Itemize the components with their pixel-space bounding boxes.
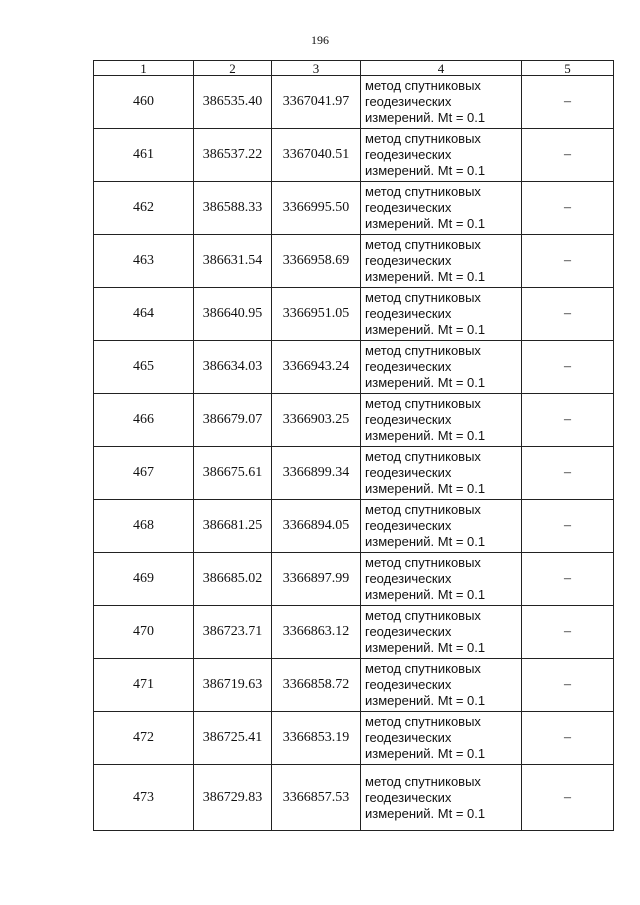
column-5-value: – [522,235,614,288]
header-col-2: 2 [194,61,272,76]
method-line-1: метод спутниковых [365,184,481,199]
method-line-2: геодезических [365,412,452,427]
coord-x: 386681.25 [194,500,272,553]
method-line-2: геодезических [365,253,452,268]
method-line-3: измерений. Mt = 0.1 [365,163,486,178]
method-line-1: метод спутниковых [365,131,481,146]
method-line-2: геодезических [365,359,452,374]
method-line-2: геодезических [365,306,452,321]
header-row [94,61,614,76]
method-cell [361,553,522,606]
coord-y: 3366858.72 [272,659,361,712]
column-5-value: – [522,341,614,394]
coord-y: 3367040.51 [272,129,361,182]
column-5-value: – [522,129,614,182]
method-cell [361,394,522,447]
point-number: 471 [94,659,194,712]
method-cell [361,659,522,712]
point-number: 473 [94,765,194,831]
method-cell [361,182,522,235]
page-number: 196 [311,33,329,47]
method-cell [361,606,522,659]
point-number: 460 [94,76,194,129]
coord-y: 3366863.12 [272,606,361,659]
method-line-1: метод спутниковых [365,714,481,729]
table-row [94,129,614,182]
coord-y: 3366995.50 [272,182,361,235]
method-cell [361,447,522,500]
method-line-3: измерений. Mt = 0.1 [365,746,486,761]
method-line-1: метод спутниковых [365,773,481,789]
coord-y: 3366899.34 [272,447,361,500]
column-5-value: – [522,553,614,606]
coord-y: 3367041.97 [272,76,361,129]
column-5-value: – [522,182,614,235]
coord-x: 386537.22 [194,129,272,182]
table-row [94,659,614,712]
column-5-value: – [522,500,614,553]
point-number: 468 [94,500,194,553]
coord-y: 3366857.53 [272,765,361,831]
method-cell [361,129,522,182]
coord-x: 386640.95 [194,288,272,341]
coord-y: 3366894.05 [272,500,361,553]
method-line-1: метод спутниковых [365,78,481,93]
method-cell [361,235,522,288]
table-body [94,76,614,831]
coord-x: 386725.41 [194,712,272,765]
method-line-3: измерений. Mt = 0.1 [365,534,486,549]
table-row [94,553,614,606]
point-number: 470 [94,606,194,659]
table-row [94,341,614,394]
column-5-value: – [522,606,614,659]
coord-x: 386685.02 [194,553,272,606]
coord-x: 386631.54 [194,235,272,288]
table-row [94,447,614,500]
method-line-3: измерений. Mt = 0.1 [365,269,486,284]
method-line-3: измерений. Mt = 0.1 [365,481,486,496]
header-col-1: 1 [94,61,194,76]
method-line-1: метод спутниковых [365,608,481,623]
coord-y: 3366958.69 [272,235,361,288]
method-line-3: измерений. Mt = 0.1 [365,375,486,390]
method-line-1: метод спутниковых [365,343,481,358]
method-line-1: метод спутниковых [365,661,481,676]
method-line-2: геодезических [365,147,452,162]
point-number: 461 [94,129,194,182]
header-col-3: 3 [272,61,361,76]
point-number: 464 [94,288,194,341]
column-5-value: – [522,712,614,765]
header-col-5: 5 [522,61,614,76]
method-cell [361,76,522,129]
coord-x: 386535.40 [194,76,272,129]
method-line-1: метод спутниковых [365,449,481,464]
coord-x: 386723.71 [194,606,272,659]
column-5-value: – [522,447,614,500]
coord-x: 386729.83 [194,765,272,831]
coord-x: 386675.61 [194,447,272,500]
point-number: 469 [94,553,194,606]
coord-x: 386634.03 [194,341,272,394]
method-line-2: геодезических [365,624,452,639]
method-line-3: измерений. Mt = 0.1 [365,693,486,708]
table-row [94,182,614,235]
method-line-2: геодезических [365,677,452,692]
method-line-2: геодезических [365,518,452,533]
coord-y: 3366853.19 [272,712,361,765]
method-line-1: метод спутниковых [365,396,481,411]
point-number: 462 [94,182,194,235]
method-line-2: геодезических [365,789,452,805]
column-5-value: – [522,288,614,341]
method-line-2: геодезических [365,730,452,745]
column-5-value: – [522,394,614,447]
point-number: 467 [94,447,194,500]
method-line-3: измерений. Mt = 0.1 [365,110,486,125]
point-number: 466 [94,394,194,447]
method-line-3: измерений. Mt = 0.1 [365,216,486,231]
coord-y: 3366897.99 [272,553,361,606]
method-cell [361,712,522,765]
coord-y: 3366951.05 [272,288,361,341]
table-row [94,606,614,659]
header-col-4: 4 [361,61,522,76]
method-cell [361,765,522,831]
method-line-2: геодезических [365,200,452,215]
method-line-2: геодезических [365,465,452,480]
method-line-3: измерений. Mt = 0.1 [365,322,486,337]
method-cell [361,341,522,394]
table-row [94,394,614,447]
coord-x: 386719.63 [194,659,272,712]
method-line-2: геодезических [365,571,452,586]
table-row [94,712,614,765]
coord-y: 3366903.25 [272,394,361,447]
coord-x: 386679.07 [194,394,272,447]
method-line-3: измерений. Mt = 0.1 [365,805,486,821]
point-number: 463 [94,235,194,288]
method-line-1: метод спутниковых [365,290,481,305]
point-number: 465 [94,341,194,394]
column-5-value: – [522,76,614,129]
method-line-3: измерений. Mt = 0.1 [365,587,486,602]
coord-x: 386588.33 [194,182,272,235]
method-line-3: измерений. Mt = 0.1 [365,428,486,443]
column-5-value: – [522,659,614,712]
coord-y: 3366943.24 [272,341,361,394]
coordinates-table [93,60,614,831]
table-row [94,500,614,553]
method-line-1: метод спутниковых [365,502,481,517]
table-row [94,288,614,341]
method-line-1: метод спутниковых [365,555,481,570]
method-line-2: геодезических [365,94,452,109]
column-5-value: – [522,765,614,831]
table-row [94,76,614,129]
method-cell [361,500,522,553]
method-line-3: измерений. Mt = 0.1 [365,640,486,655]
table-row [94,235,614,288]
table-row [94,765,614,831]
method-cell [361,288,522,341]
point-number: 472 [94,712,194,765]
method-line-1: метод спутниковых [365,237,481,252]
